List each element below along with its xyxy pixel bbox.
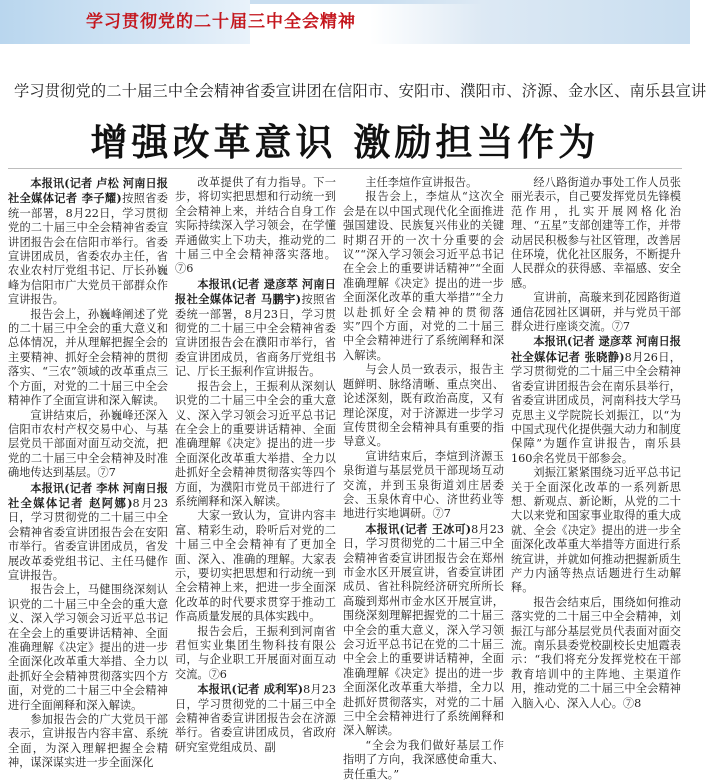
- paragraph: [511, 334, 681, 466]
- paragraph-text: 8月26日，学习贯彻党的二十届三中全会精神省委宣讲团报告会在南乐县举行，省委宣讲团成员，河南科技大学马克思主义学院院长刘振江，以“为中国式现代化提供强大动力和制度保障”为题作宣讲报告，南乐县160余名党员干部参会。: [511, 350, 681, 465]
- paragraph-text: 8月23日，学习贯彻党的二十届三中全会精神省委宣讲团报告会在济源举行。省委宣讲团成员，省政府研究室党组成员、副: [175, 683, 336, 754]
- paragraph: [343, 739, 504, 782]
- paragraph: [511, 176, 681, 291]
- byline: 本报讯(记者 卢松 河南日报社全媒体记者 李子耀): [8, 176, 168, 206]
- paragraph: [8, 409, 168, 481]
- paragraph-text: 报告会后，王振利到河南省君恒实业集团生物科技有限公司，与企业职工开展面对面互动交流。⑦6: [175, 624, 336, 681]
- paragraph: [8, 481, 168, 584]
- paragraph-text: 宣讲结束后，李煊到济源玉泉街道与基层党员干部现场互动交流，并到玉泉街道刘庄居委会、玉泉休育中心、济世药业等地进行实地调研。⑦7: [343, 449, 504, 521]
- paragraph: [8, 583, 168, 713]
- paragraph: [175, 682, 336, 755]
- paragraph-text: 与会人员一致表示，报告主题鲜明、脉络清晰、重点突出、论述深刻，既有政治高度，又有理论深度，对于济源进一步学习宣传贯彻全会精神具有重要的指导意义。: [343, 363, 504, 449]
- banner-title: 学习贯彻党的二十届三中全会精神: [86, 12, 356, 32]
- paragraph-text: 宣讲结束后，孙巍峰还深入信阳市农村产权交易中心、与基层党员干部面对面互动交流，把党的二十届三中全会精神及时准确地传达到基层。⑦7: [8, 408, 168, 480]
- paragraph-text: 报告会上，李煊从“这次全会是在以中国式现代化全面推进强国建设、民族复兴伟业的关键时期召开的一次十分重要的会议”“深入学习领会习近平总书记在全会上的重要讲话精神”“全面准确理解《决定》提出的进一步全面深化改革的重大举措”“全力以赴抓好全会精神的贯彻落实”四个方面，对党的二十届三中全会精神进行了系统阐释和深入解读。: [343, 190, 504, 362]
- paragraph: [511, 466, 681, 596]
- paragraph: [175, 509, 336, 624]
- paragraph: [175, 176, 336, 277]
- paragraph: [175, 380, 336, 510]
- text-column-4: [511, 176, 681, 710]
- article-subtitle: 学习贯彻党的二十届三中全会精神省委宣讲团在信阳市、安阳市、濮阳市、济源、金水区、南乐县宣讲: [14, 82, 706, 100]
- paragraph-text: 宣讲前，高璇来到花园路街道通信花园社区调研，并与党员干部群众进行座谈交流。⑦7: [511, 291, 681, 334]
- paragraph: [343, 363, 504, 449]
- byline: 本报讯(记者 逯彦萃 河南日报社全媒体记者 张晓静): [511, 334, 681, 364]
- paragraph: [343, 176, 504, 190]
- paragraph-text: 8月23日，学习贯彻党的二十届三中全会精神省委宣讲团报告会在安阳市举行。省委宣讲团成员，省发展改革委党组书记、主任马健作宣讲报告。: [8, 496, 168, 582]
- paragraph-text: 按照省委统一部署，8月23日，学习贯彻党的二十届三中全会精神省委宣讲团报告会在濮阳市举行，省委宣讲团成员，省商务厅党组书记、厅长王振利作宣讲报告。: [175, 293, 336, 379]
- byline: 本报讯(记者 逯彦萃 河南日报社全媒体记者 马鹏宇): [175, 276, 336, 307]
- paragraph-text: 报告会上，王振利从深刻认识党的二十届三中全会的重大意义、深入学习领会习近平总书记在全会上的重要讲话精神、全面准确理解《决定》提出的进一步全面深化改革重大举措、全力以赴抓好全会精神贯彻落实等四个方面，为濮阳市党员干部进行了系统阐释和深入解读。: [175, 379, 336, 508]
- byline: 本报讯(记者 李林 河南日报社全媒体记者 赵阿娜): [8, 480, 168, 510]
- paragraph: [8, 308, 168, 409]
- byline: 本报讯(记者 王冰可): [365, 521, 472, 536]
- paragraph: [343, 450, 504, 522]
- paragraph: [511, 291, 681, 334]
- divider: [8, 168, 682, 169]
- paragraph: [343, 190, 504, 363]
- paragraph-text: “全会为我们做好基层工作指明了方向，我深感使命重大、责任重大。”: [343, 738, 504, 781]
- article-headline: 增强改革意识 激励担当作为: [90, 121, 600, 164]
- paragraph-text: 报告会上，孙巍峰阐述了党的二十届三中全会的重大意义和总体情况，并从理解把握全会的主要精神、抓好全会精神的贯彻落实、“三农”领域的改革重点三个方面，对党的二十届三中全会精神作了全面宣讲和深入解读。: [8, 307, 168, 408]
- paragraph-text: 参加报告会的广大党员干部表示，宣讲报告内容丰富、系统全面，为深入理解把握全会精神，谋深谋实进一步全面深化: [8, 713, 168, 770]
- paragraph-text: 报告会上，马健围绕深刻认识党的二十届三中全会的重大意义、深入学习领会习近平总书记在全会上的重要讲话精神、全面准确理解《决定》提出的进一步全面深化改革重大举措、全力以赴抓好全会精神贯彻落实四个方面，对党的二十届三中全会精神进行全面阐释和深入解读。: [8, 583, 168, 712]
- paragraph: [343, 522, 504, 739]
- banner-gradient-right: [370, 0, 690, 44]
- paragraph: [511, 596, 681, 711]
- paragraph: [175, 625, 336, 683]
- paragraph-text: 改革提供了有力指导。下一步，将切实把思想和行动统一到全会精神上来，并结合自身工作实际持续深入学习领会，在学懂弄通做实上下功夫，推动党的二十届三中全会精神落实落地。⑦6: [175, 176, 336, 276]
- paragraph-text: 大家一致认为，宣讲内容丰富、精彩生动，聆听后对党的二十届三中全会精神有了更加全面、深入、准确的理解。大家表示，要切实把思想和行动统一到全会精神上来，把进一步全面深化改革的时代要求贯穿于推动工作高质量发展的具体实践中。: [175, 509, 336, 624]
- column-banner: [0, 0, 690, 44]
- paragraph-text: 报告会结束后，围绕如何推动落实党的二十届三中全会精神，刘振江与部分基层党员代表面对面交流。南乐县委党校副校长史旭霞表示：“我们将充分发挥党校在干部教育培训中的主阵地、主渠道作用，推动党的二十届三中全会精神入脑入心、深入人心。⑦8: [511, 595, 681, 710]
- paragraph-text: 经八路街道办事处工作人员张丽光表示，自己要发挥党员先锋模范作用，扎实开展网格化治理、“五星”支部创建等工作，并带动居民积极参与社区管理，改善居住环境，优化社区服务，不断提升人民群众的获得感、幸福感、安全感。: [511, 176, 681, 290]
- text-column-3: [343, 176, 504, 781]
- paragraph: [8, 176, 168, 308]
- text-column-1: [8, 176, 168, 770]
- paragraph-text: 8月23日，学习贯彻党的二十届三中全会精神省委宣讲团报告会在郑州市金水区开展宣讲，省委宣讲团成员、省社科院经济研究所所长高璇到郑州市金水区开展宣讲，围绕深刻理解把握党的二十届三中全会的重大意义，深入学习领会习近平总书记在党的二十届三中全会上的重要讲话精神，全面准确理解《决定》提出的进一步全面深化改革重大举措，全力以赴抓好贯彻落实，对党的二十届三中全会精神进行了系统阐释和深入解读。: [343, 522, 504, 738]
- paragraph: [175, 277, 336, 380]
- paragraph: [8, 713, 168, 771]
- paragraph-text: 主任李煊作宣讲报告。: [365, 176, 478, 189]
- paragraph-text: 按照省委统一部署，8月22日，学习贯彻党的二十届三中全会精神省委宣讲团报告会在信阳市举行。省委宣讲团成员，省委农办主任，省农业农村厅党组书记、厅长孙巍峰为信阳市广大党员干部群众作宣讲报告。: [8, 192, 168, 307]
- text-column-2: [175, 176, 336, 754]
- paragraph-text: 刘振江紧紧围绕习近平总书记关于全面深化改革的一系列新思想、新观点、新论断，从党的二十大以来党和国家事业取得的重大成就、全会《决定》提出的进一步全面深化改革重大举措等方面进行系统宣讲，并就如何推动把握新质生产力内涵等热点话题进行生动解释。: [511, 466, 681, 595]
- byline: 本报讯(记者 成利军): [197, 682, 304, 697]
